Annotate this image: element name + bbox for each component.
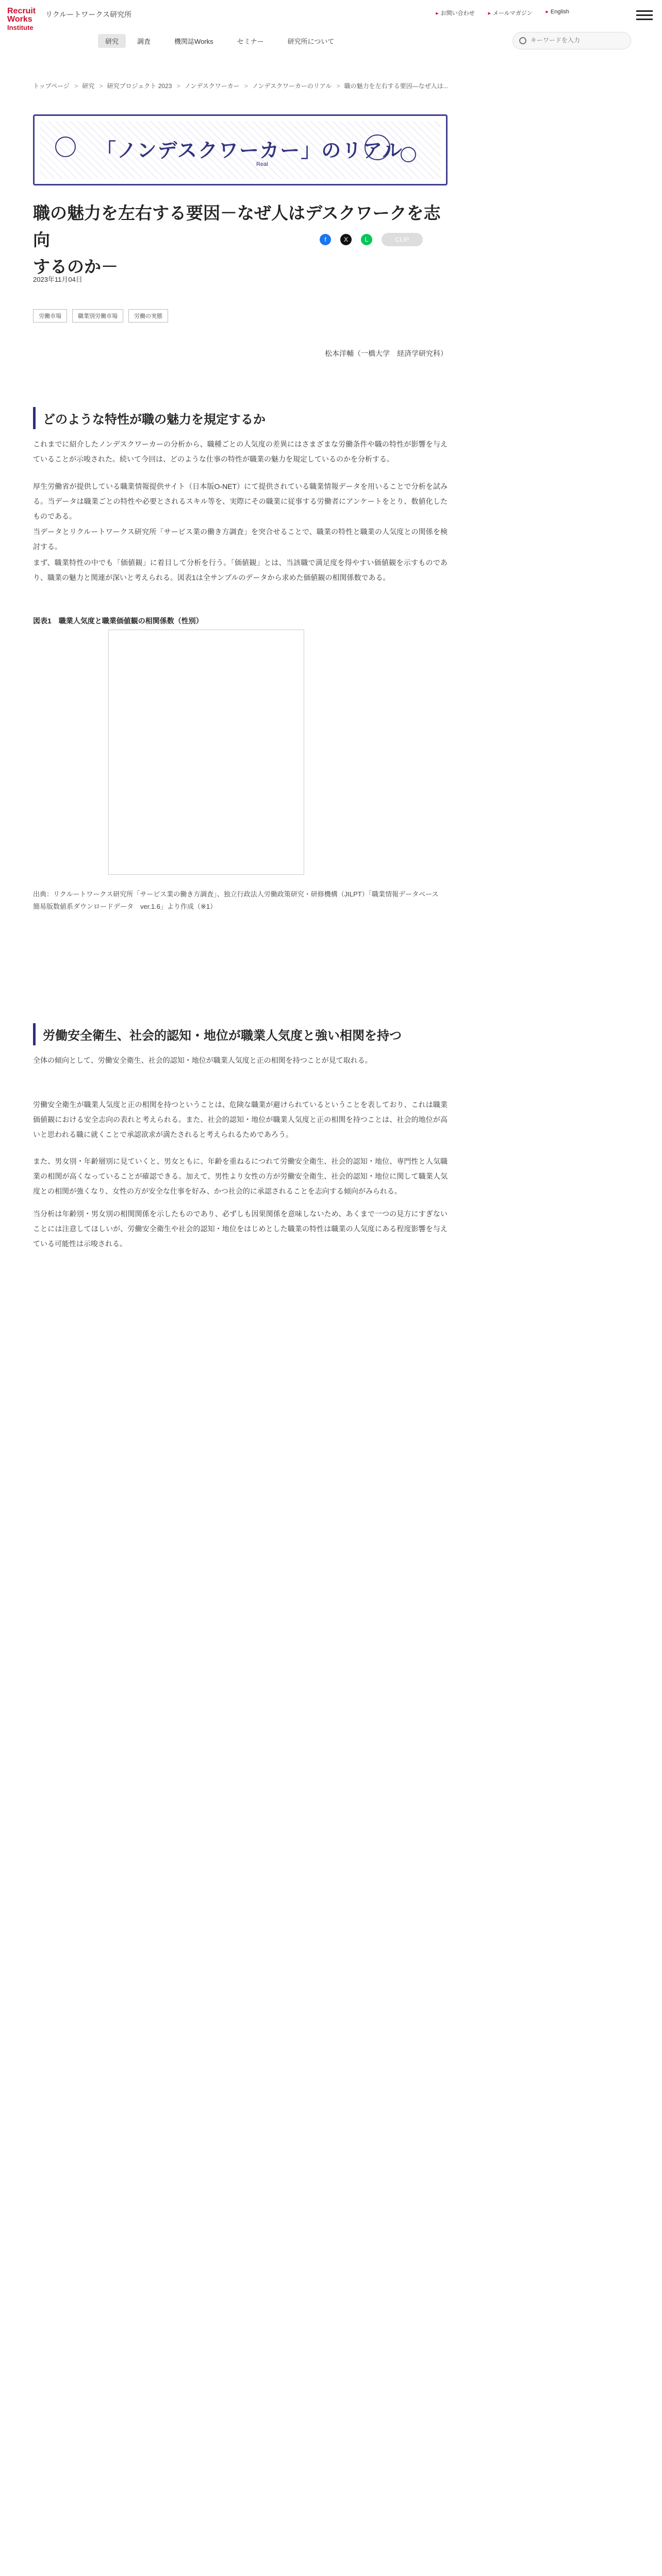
figure-1-table xyxy=(108,630,304,875)
line-icon[interactable]: L xyxy=(361,234,372,245)
publish-date: 2023年11月04日 xyxy=(33,276,82,283)
header-search[interactable] xyxy=(512,32,631,49)
breadcrumb-item[interactable]: ノンデスクワーカー > xyxy=(185,81,248,90)
global-nav xyxy=(98,36,346,48)
paragraph: 労働安全衛生が職業人気度と正の相関を持つということは、危険な職業が避けられているということを表しており、これは職業価値観における安全志向の表れと考えられる。また、社会的認知・地位が職業人気度と正の相関を持つことは、社会的地位が高いと思われる職に就くことで承認欲求が満たされると考えられるためであろう。 xyxy=(33,1100,448,1139)
mailmag-link[interactable]: ▶ メールマガジン xyxy=(488,9,533,17)
tag[interactable]: 労働の実態 xyxy=(128,309,168,323)
breadcrumb-item[interactable]: トップページ > xyxy=(33,81,78,90)
clip-button[interactable]: CLIP xyxy=(382,233,423,246)
nav-research[interactable]: 研究 xyxy=(98,34,126,48)
share-top xyxy=(320,233,423,246)
illustration xyxy=(55,137,76,157)
nav-works[interactable]: 機関誌Works xyxy=(174,38,213,45)
site-header xyxy=(0,0,662,46)
section-heading: 労働安全衛生、社会的認知・地位が職業人気度と強い相関を持つ xyxy=(33,1023,448,1045)
contact-link[interactable]: ▶ お問い合わせ xyxy=(436,9,474,17)
banner-sub: Real xyxy=(256,161,268,167)
banner-title: 「ノンデスクワーカー」のリアル xyxy=(96,140,403,162)
breadcrumb-item[interactable]: 研究プロジェクト 2023 > xyxy=(107,81,180,90)
paragraph: 全体の傾向として、労働安全衛生、社会的認知・地位が職業人気度と正の相関を持つことが見て取れる。 xyxy=(33,1056,372,1064)
nav-seminar[interactable]: セミナー xyxy=(237,38,264,45)
menu-icon[interactable] xyxy=(636,10,653,22)
author: 松本洋輔（一橋大学 経済学研究科） xyxy=(325,349,448,358)
paragraph: 当データとリクルートワークス研究所「サービス業の働き方調査」を突合せることで、職業の特性と職業の人気度との関係を検討する。 xyxy=(33,528,448,551)
search-icon xyxy=(519,37,526,44)
section-heading: どのような特性が職の魅力を規定するか xyxy=(33,407,448,429)
breadcrumb-current: 職の魅力を左右する要因—なぜ人は... xyxy=(344,82,449,90)
figure-caption: 出典：リクルートワークス研究所「サービス業の働き方調査」、独立行政法人労働政策研究・研修機構（JILPT）「職業情報データベース 簡易版数値系ダウンロードデータ ver.1.6」より作成（※1） xyxy=(33,890,445,910)
tag[interactable]: 労働市場 xyxy=(33,309,67,323)
paragraph: これまでに紹介したノンデスクワーカーの分析から、職種ごとの人気度の差異にはさまざまな労働条件や職の特性が影響を与えていることが示唆された。続いて今回は、どのような仕事の特性が職業の魅力を規定しているのかを分析する。 xyxy=(33,440,448,463)
paragraph: まず、職業特性の中でも「価値観」に着目して分析を行う。「価値観」とは、当該職で満足度を得やすい価値観を示すものであり、職業の魅力と関連が深いと考えられる。図表1は全サンプルのデータから求めた価値観の相関係数である。 xyxy=(33,558,448,582)
breadcrumb-item[interactable]: 研究 > xyxy=(82,81,103,90)
tag[interactable]: 職業別労働市場 xyxy=(72,309,123,323)
x-icon[interactable]: X xyxy=(340,234,352,245)
breadcrumb xyxy=(33,81,452,90)
site-logo[interactable]: Recruit Works Institute xyxy=(7,7,36,31)
nav-about[interactable]: 研究所について xyxy=(287,38,335,45)
facebook-icon[interactable]: f xyxy=(320,234,331,245)
paragraph: 当分析は年齢別・男女別の相関関係を示したものであり、必ずしも因果関係を意味しないため、あくまで一つの見方にすぎないことには注意してほしいが、労働安全衛生や社会的認知・地位をはじめとした職業の特性は職業の人気度にある程度影響を与えている可能性は示唆される。 xyxy=(33,1210,448,1248)
nav-survey[interactable]: 調査 xyxy=(137,38,151,45)
tag-list xyxy=(33,309,168,323)
series-banner[interactable] xyxy=(33,114,448,185)
search-input[interactable] xyxy=(531,37,623,44)
breadcrumb-item[interactable]: ノンデスクワーカーのリアル > xyxy=(252,81,340,90)
top-links xyxy=(436,9,569,17)
english-link[interactable]: ▶ English xyxy=(546,9,569,17)
article-title: 職の魅力を左右する要因－なぜ人はデスクワークを志向 するのか－ xyxy=(33,204,441,276)
paragraph: 厚生労働省が提供している職業情報提供サイト（日本版O-NET）にて提供されている職業情報データを用いることで分析を試みる。当データは職業ごとの特性や必要とされるスキル等を、実際にその職業に従事する労働者にアンケートをとり、数値化したものである。 xyxy=(33,482,448,520)
figure-title: 図表1 職業人気度と職業価値観の相関係数（性別） xyxy=(33,617,203,625)
site-name[interactable]: リクルートワークス研究所 xyxy=(45,10,132,19)
paragraph: また、男女別・年齢層別に見ていくと、男女ともに、年齢を重ねるにつれて労働安全衛生、社会的認知・地位、専門性と人気職業の相関が高くなっていることが確認できる。加えて、男性より女性の方が労働安全衛生、社会的認知・地位に関して職業人気度との相関が強くなり、女性の方が安全な仕事を好み、かつ社会的に承認されることを志向する傾向がみられる。 xyxy=(33,1157,448,1195)
